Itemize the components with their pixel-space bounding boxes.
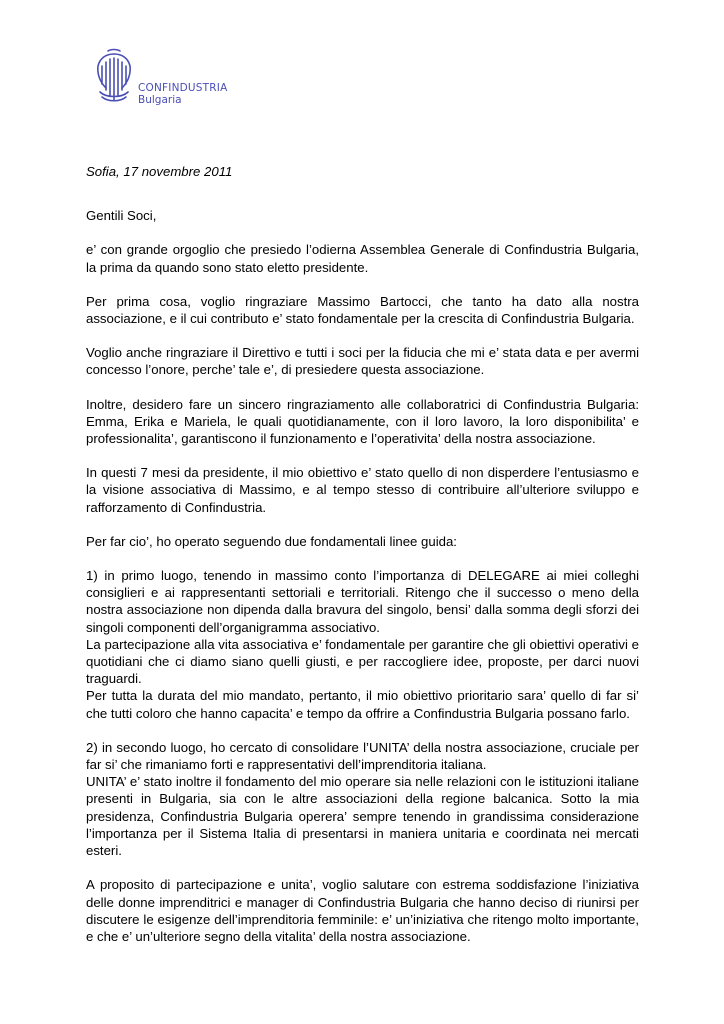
paragraph-2 (86, 293, 639, 327)
paragraph-text: 2) in secondo luogo, ho cercato di consolidare l’UNITA’ della nostra associazione, cruciale per far si’ che rimaniamo forti e rappresentativi dell’imprenditoria italiana. (86, 739, 639, 773)
paragraph-8 (86, 739, 639, 859)
paragraph-text: La partecipazione alla vita associativa e’ fondamentale per garantire che gli obiettivi operativi e quotidiani che ci diamo siano quelli giusti, e per raccogliere idee, proposte, per darci nuovi traguardi. (86, 636, 639, 687)
logo-wordmark (138, 82, 227, 106)
letter-greeting: Gentili Soci, (86, 208, 157, 224)
paragraph-text: e’ con grande orgoglio che presiedo l’odierna Assemblea Generale di Confindustria Bulgaria, la prima da quando sono stato eletto presidente. (86, 242, 639, 275)
paragraph-6 (86, 533, 639, 550)
paragraph-text: 1) in primo luogo, tenendo in massimo conto l’importanza di DELEGARE ai miei colleghi consiglieri e ai rappresentanti settoriali e territoriali. Ritengo che il successo o meno della nostra associazione non dipenda dalla bravura del singolo, bensi’ dalla somma degli sforzi dei singoli componenti dell’organigramma associativo. (86, 568, 639, 635)
letter-body (86, 163, 639, 962)
paragraph-text: UNITA’ e’ stato inoltre il fondamento del mio operare sia nelle relazioni con le istituzioni italiane presenti in Bulgaria, sia con le altre associazioni della regione balcanica. Sotto la mia presidenza, Confindustria Bulgaria operera’ sempre tenendo in grandissima considerazione l’importanza per il Sistema Italia di presentarsi in maniera unitaria e coordinata nei mercati esteri. (86, 774, 639, 859)
logo-line-1: CONFINDUSTRIA (138, 82, 228, 94)
logo-line-2: Bulgaria (138, 94, 182, 106)
paragraph-1 (86, 241, 639, 275)
confindustria-emblem-icon (92, 48, 136, 106)
paragraph-4 (86, 396, 639, 448)
paragraph-text: Per prima cosa, voglio ringraziare Massimo Bartocci, che tanto ha dato alla nostra associazione, e il cui contributo e’ stato fondamentale per la crescita di Confindustria Bulgaria. (86, 293, 639, 327)
paragraph-text: A proposito di partecipazione e unita’, voglio salutare con estrema soddisfazione l’iniziativa delle donne imprenditrici e manager di Confindustria Bulgaria che hanno deciso di riunirsi per discutere le esigenze dell’imprenditoria femminile: e’ un’iniziativa che ritengo molto importante, e che e’ un’ulteriore segno della vitalita’ della nostra associazione. (86, 877, 639, 944)
confindustria-logo (92, 48, 242, 110)
paragraph-5 (86, 464, 639, 516)
paragraph-7 (86, 567, 639, 722)
paragraph-text: Inoltre, desidero fare un sincero ringraziamento alle collaboratrici di Confindustria Bulgaria: Emma, Erika e Mariela, le quali quotidianamente, con il loro lavoro, la loro disponibilita’ e professionalita’, garantiscono il funzionamento e l’operativita’ della nostra associazione. (86, 396, 639, 447)
letter-date: Sofia, 17 novembre 2011 (86, 164, 233, 179)
paragraph-text: In questi 7 mesi da presidente, il mio obiettivo e’ stato quello di non disperdere l’entusiasmo e la visione associativa di Massimo, e al tempo stesso di contribuire all’ulteriore sviluppo e rafforzamento di Confindustria. (86, 465, 639, 515)
paragraph-text: Voglio anche ringraziare il Direttivo e tutti i soci per la fiducia che mi e’ stata data e per avermi concesso l’onore, perche’ tale e’, di presiedere questa associazione. (86, 345, 639, 378)
paragraph-3 (86, 344, 639, 378)
paragraph-text: Per far cio’, ho operato seguendo due fondamentali linee guida: (86, 533, 457, 549)
paragraph-text: Per tutta la durata del mio mandato, pertanto, il mio obiettivo prioritario sara’ quello di far si’ che tutti coloro che hanno capacita’ e tempo da offrire a Confindustria Bulgaria possano farlo. (86, 688, 639, 721)
paragraph-9 (86, 876, 639, 945)
